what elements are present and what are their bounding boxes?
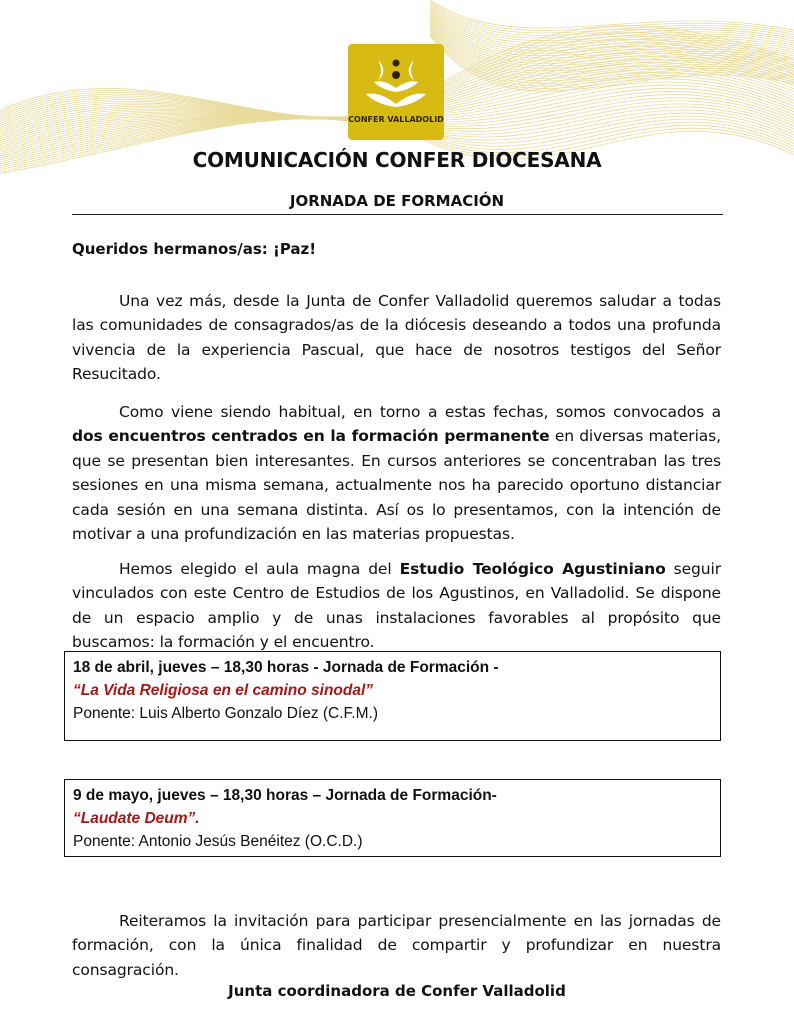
paragraph-venue [72,557,721,655]
salutation: Queridos hermanos/as: ¡Paz! [72,240,317,258]
page-subtitle: JORNADA DE FORMACIÓN [289,192,505,210]
confer-emblem-icon [348,44,444,140]
paragraph-invitation: Reiteramos la invitación para participar presencialmente en las jornadas de formación, con la única finalidad de compartir y profundizar en nuestra consagración. [72,911,721,979]
event-talk-title: “Laudate Deum”. [73,810,200,827]
event-speaker: Ponente: Antonio Jesús Benéitez (O.C.D.) [73,833,363,850]
signature: Junta coordinadora de Confer Valladolid [228,982,566,1000]
event-heading: 18 de abril, jueves – 18,30 horas - Jornada de Formación - [73,659,499,676]
paragraph-encounters [72,400,721,547]
event-talk-title: “La Vida Religiosa en el camino sinodal” [73,682,374,699]
paragraph-text: Como viene siendo habitual, en torno a estas fechas, somos convocados a [119,402,721,421]
event-box [64,651,721,741]
wave-line [430,1,794,32]
event-speaker: Ponente: Luis Alberto Gonzalo Díez (C.F.M.) [73,705,378,722]
paragraph-emphasis: dos encuentros centrados en la formación permanente [72,427,550,445]
paragraph-greeting: Una vez más, desde la Junta de Confer Valladolid queremos saludar a todas las comunidades de consagrados/as de la diócesis deseando a todos una profunda vivencia de la experiencia Pascual, que hace de nosotros testigos del Señor Resucitado. [72,291,721,383]
paragraph-emphasis: Estudio Teológico Agustiniano [399,559,666,578]
event-heading: 9 de mayo, jueves – 18,30 horas – Jornada de Formación- [73,787,497,804]
header-divider [72,214,723,215]
page-title: COMUNICACIÓN CONFER DIOCESANA [192,148,602,172]
confer-logo [348,44,444,140]
paragraph-text: Hemos elegido el aula magna del [119,559,400,578]
wave-line [430,0,794,30]
logo-text: CONFER VALLADOLID [348,115,444,124]
event-box [64,779,721,857]
paragraph-text: en diversas materias, que se presentan bien interesantes. En cursos anteriores se concentraban las tres sesiones en una misma semana, actualmente nos ha parecido oportuno distanciar cada sesión en una semana distinta. Así os lo presentamos, con la intención de motivar a una profundización en las materias propuestas. [72,427,721,543]
paragraph-text: seguir vinculados con este Centro de Estudios de los Agustinos, en Valladolid. Se dispone de un espacio amplio y de unas instalaciones favorables al propósito que buscamos: la formación y el encuentro. [72,559,721,651]
